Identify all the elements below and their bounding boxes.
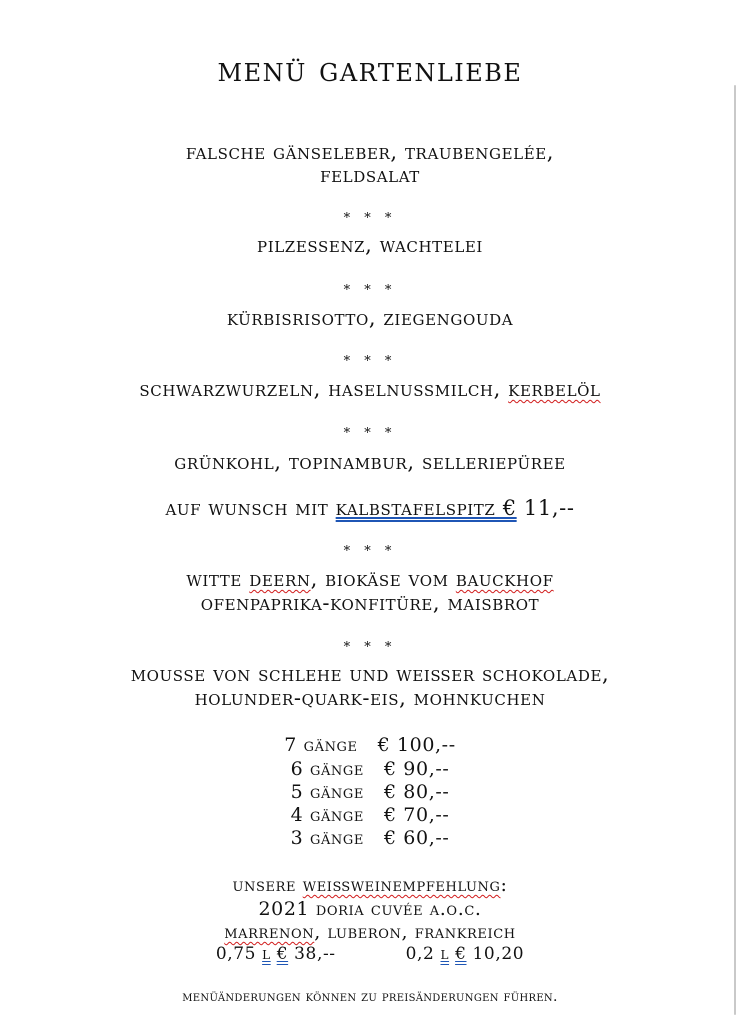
wine-glass-price: 10,20: [466, 944, 525, 964]
wine-intro: [0, 874, 740, 896]
price-value: € 60,--: [383, 827, 450, 849]
course-2: pilzessenz, wachtelei: [257, 233, 483, 257]
wine-origin-marked: marrenon: [224, 921, 315, 943]
course-6-line-1: [0, 567, 740, 591]
page-title: menü gartenliebe: [217, 50, 523, 90]
wine-prices: [0, 944, 740, 964]
wine-bottle-currency: €: [276, 944, 289, 964]
course-6-text-a: witte: [186, 567, 250, 591]
course-5-extra-item: kalbstafelspitz €: [335, 496, 517, 520]
separator: * * *: [343, 426, 397, 441]
separator: * * *: [343, 354, 397, 369]
course-7-line-1: mousse von schlehe und weißer schokolade,: [130, 662, 610, 686]
wine-origin-rest: , luberon, frankreich: [314, 921, 516, 943]
price-row: [0, 827, 740, 849]
course-4-text: schwarzwurzeln, haselnussmilch,: [139, 377, 509, 401]
course-6-marked-a: deern: [249, 567, 311, 591]
course-6-line-2: ofenpaprika-konfitüre, maisbrot: [200, 591, 540, 615]
separator: * * *: [343, 211, 397, 226]
price-courses: 7 gänge: [284, 734, 358, 756]
price-row: [0, 758, 740, 780]
price-row: [0, 781, 740, 803]
price-row: [0, 734, 740, 756]
wine-intro-marked: weißweinempfehlung: [302, 874, 501, 896]
price-value: € 80,--: [383, 781, 450, 803]
separator: * * *: [343, 640, 397, 655]
course-1-line-2: feldsalat: [320, 163, 420, 187]
wine-glass-unit: l: [440, 944, 450, 964]
price-courses: 5 gänge: [290, 781, 364, 803]
price-value: € 90,--: [383, 758, 450, 780]
price-value: € 70,--: [383, 804, 450, 826]
course-1-line-1: falsche gänseleber, traubengelée,: [185, 140, 555, 164]
course-7-line-2: holunder-quark-eis, mohnkuchen: [194, 686, 546, 710]
wine-bottle-size: 0,75: [215, 944, 263, 964]
separator: * * *: [343, 544, 397, 559]
wine-origin: [0, 921, 740, 943]
price-courses: 4 gänge: [290, 804, 364, 826]
wine-bottle-price: 38,--: [288, 944, 336, 964]
course-5-extra: [0, 496, 740, 520]
wine-intro-c: :: [500, 874, 508, 896]
price-courses: 3 gänge: [290, 827, 364, 849]
separator: * * *: [343, 283, 397, 298]
wine-name: 2021 doria cuvée a.o.c.: [258, 898, 482, 920]
price-courses: 6 gänge: [290, 758, 364, 780]
footer-note: menüänderungen können zu preisänderungen führen.: [182, 989, 558, 1005]
wine-glass-size: 0,2: [405, 944, 441, 964]
course-3: kürbisrisotto, ziegengouda: [226, 306, 514, 330]
price-value: € 100,--: [377, 734, 456, 756]
price-row: [0, 804, 740, 826]
course-6-text-b: , biokäse vom: [310, 567, 456, 591]
course-4-marked: kerbelöl: [508, 377, 601, 401]
wine-intro-a: unsere: [232, 874, 303, 896]
course-6-marked-b: bauckhof: [455, 567, 554, 591]
course-5-extra-prefix: auf wunsch mit: [165, 496, 336, 520]
course-5: grünkohl, topinambur, selleriepüree: [174, 450, 566, 474]
course-5-extra-price: 11,--: [516, 496, 575, 520]
wine-glass-currency: €: [455, 944, 467, 964]
course-4: [0, 377, 740, 401]
scrollbar[interactable]: [734, 85, 736, 1015]
wine-bottle-unit: l: [262, 944, 271, 964]
